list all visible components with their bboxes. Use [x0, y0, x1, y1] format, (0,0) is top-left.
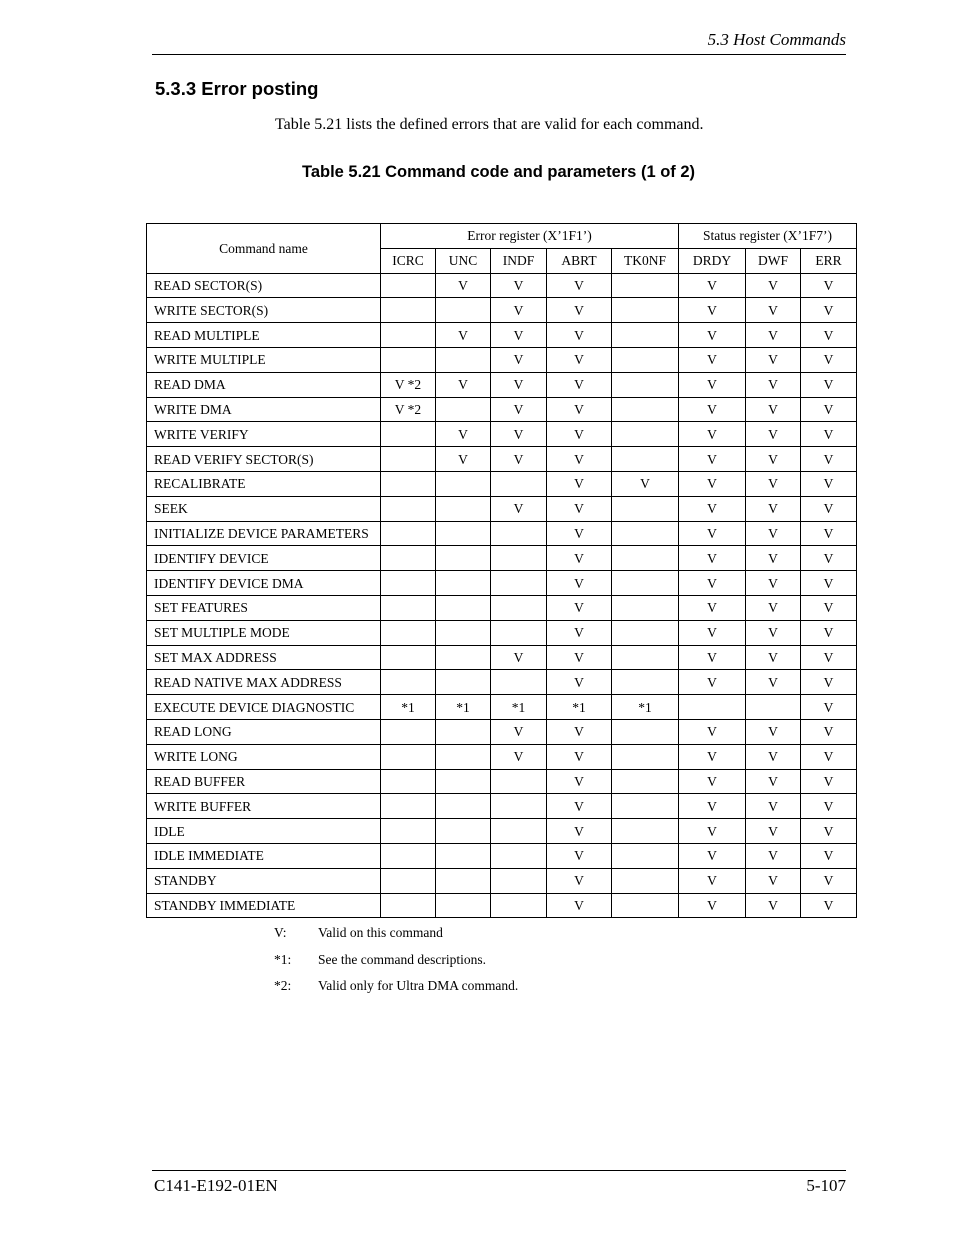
flag-cell: V	[547, 471, 612, 496]
flag-cell	[491, 769, 547, 794]
flag-cell	[381, 273, 436, 298]
flag-cell: V	[491, 496, 547, 521]
flag-cell: V	[547, 843, 612, 868]
flag-cell: V	[679, 744, 746, 769]
flag-cell: V	[436, 422, 491, 447]
flag-cell	[491, 670, 547, 695]
command-name-cell: WRITE LONG	[147, 744, 381, 769]
flag-cell: V	[746, 372, 801, 397]
flag-cell: V	[801, 422, 857, 447]
flag-cell	[436, 546, 491, 571]
flag-cell	[436, 645, 491, 670]
flag-cell: V	[801, 496, 857, 521]
flag-cell	[436, 893, 491, 918]
flag-cell: V	[547, 347, 612, 372]
flag-cell: V	[801, 447, 857, 472]
flag-cell	[381, 868, 436, 893]
flag-cell: V	[801, 744, 857, 769]
command-name-cell: WRITE SECTOR(S)	[147, 298, 381, 323]
flag-cell: V	[801, 645, 857, 670]
page-footer	[152, 1170, 846, 1195]
flag-cell	[436, 794, 491, 819]
command-name-cell: INITIALIZE DEVICE PARAMETERS	[147, 521, 381, 546]
flag-cell: V	[801, 769, 857, 794]
flag-cell: V	[547, 447, 612, 472]
column-header-abrt: ABRT	[547, 248, 612, 273]
command-name-cell: READ MULTIPLE	[147, 323, 381, 348]
flag-cell	[381, 571, 436, 596]
flag-cell	[381, 422, 436, 447]
page-number: 5-107	[806, 1176, 846, 1195]
flag-cell: V *2	[381, 397, 436, 422]
flag-cell	[612, 496, 679, 521]
flag-cell: V	[547, 397, 612, 422]
flag-cell	[612, 620, 679, 645]
flag-cell: V	[801, 471, 857, 496]
table-row	[147, 794, 857, 819]
flag-cell: V	[801, 794, 857, 819]
flag-cell: V	[801, 372, 857, 397]
command-name-cell: IDENTIFY DEVICE DMA	[147, 571, 381, 596]
flag-cell	[491, 893, 547, 918]
flag-cell: V	[436, 323, 491, 348]
flag-cell: V	[679, 447, 746, 472]
table-row	[147, 670, 857, 695]
flag-cell: *1	[436, 695, 491, 720]
flag-cell: V	[801, 323, 857, 348]
flag-cell: *1	[547, 695, 612, 720]
flag-cell	[381, 496, 436, 521]
flag-cell: V	[746, 298, 801, 323]
flag-cell	[491, 546, 547, 571]
table-caption: Table 5.21 Command code and parameters (1 of 2)	[301, 163, 696, 181]
flag-cell: V	[801, 571, 857, 596]
flag-cell: V	[746, 719, 801, 744]
table-row	[147, 323, 857, 348]
flag-cell	[381, 323, 436, 348]
flag-cell	[612, 347, 679, 372]
flag-cell: V	[679, 323, 746, 348]
flag-cell: V	[801, 595, 857, 620]
flag-cell	[612, 546, 679, 571]
flag-cell	[381, 819, 436, 844]
flag-cell: V	[746, 546, 801, 571]
flag-cell	[436, 521, 491, 546]
flag-cell	[436, 769, 491, 794]
flag-cell: V	[801, 546, 857, 571]
intro-paragraph: Table 5.21 lists the defined errors that are valid for each command.	[275, 116, 704, 133]
command-name-cell: READ SECTOR(S)	[147, 273, 381, 298]
flag-cell	[612, 447, 679, 472]
flag-cell	[436, 868, 491, 893]
command-name-cell: WRITE DMA	[147, 397, 381, 422]
flag-cell	[381, 769, 436, 794]
flag-cell: V	[491, 347, 547, 372]
flag-cell: V	[679, 571, 746, 596]
flag-cell: V	[547, 868, 612, 893]
flag-cell	[612, 595, 679, 620]
table-row	[147, 769, 857, 794]
flag-cell: V	[801, 347, 857, 372]
table-group-header-row	[147, 224, 857, 249]
flag-cell: V	[746, 347, 801, 372]
flag-cell: V	[746, 645, 801, 670]
flag-cell: V	[547, 620, 612, 645]
flag-cell	[679, 695, 746, 720]
flag-cell: V	[547, 670, 612, 695]
column-header-drdy: DRDY	[679, 248, 746, 273]
table-row	[147, 620, 857, 645]
error-register-header: Error register (X’1F1’)	[381, 224, 679, 249]
flag-cell: V	[679, 794, 746, 819]
flag-cell: V	[679, 645, 746, 670]
flag-cell	[381, 794, 436, 819]
flag-cell	[612, 323, 679, 348]
flag-cell: V	[746, 843, 801, 868]
flag-cell: V	[491, 372, 547, 397]
command-name-cell: SET MULTIPLE MODE	[147, 620, 381, 645]
flag-cell: V	[746, 447, 801, 472]
flag-cell: V	[801, 695, 857, 720]
table-row	[147, 819, 857, 844]
note-text: See the command descriptions.	[318, 951, 486, 967]
flag-cell	[612, 571, 679, 596]
flag-cell: V	[612, 471, 679, 496]
flag-cell	[612, 868, 679, 893]
flag-cell: V	[547, 819, 612, 844]
flag-cell: V	[491, 273, 547, 298]
flag-cell: V	[547, 645, 612, 670]
flag-cell	[491, 868, 547, 893]
table-row	[147, 471, 857, 496]
flag-cell	[436, 620, 491, 645]
flag-cell	[436, 471, 491, 496]
section-heading: 5.3.3 Error posting	[155, 78, 319, 99]
note-symbol: *1:	[274, 951, 292, 967]
flag-cell	[612, 670, 679, 695]
flag-cell: *1	[491, 695, 547, 720]
running-head-text: 5.3 Host Commands	[707, 30, 846, 49]
flag-cell	[381, 595, 436, 620]
flag-cell: V	[547, 744, 612, 769]
flag-cell: V	[679, 843, 746, 868]
flag-cell	[491, 819, 547, 844]
column-header-tk0nf: TK0NF	[612, 248, 679, 273]
command-name-cell: SET FEATURES	[147, 595, 381, 620]
flag-cell: V	[679, 819, 746, 844]
command-name-cell: READ NATIVE MAX ADDRESS	[147, 670, 381, 695]
flag-cell	[491, 595, 547, 620]
flag-cell	[491, 521, 547, 546]
flag-cell: V	[491, 719, 547, 744]
flag-cell	[381, 620, 436, 645]
flag-cell: V	[491, 397, 547, 422]
flag-cell: V	[679, 769, 746, 794]
command-name-cell: READ DMA	[147, 372, 381, 397]
flag-cell: V	[801, 521, 857, 546]
command-name-header: Command name	[147, 224, 381, 274]
flag-cell: V	[746, 496, 801, 521]
flag-cell	[491, 620, 547, 645]
table-row	[147, 447, 857, 472]
flag-cell: V	[679, 546, 746, 571]
flag-cell	[436, 397, 491, 422]
flag-cell: V *2	[381, 372, 436, 397]
flag-cell	[381, 843, 436, 868]
flag-cell	[612, 893, 679, 918]
flag-cell: V	[746, 323, 801, 348]
flag-cell: V	[547, 571, 612, 596]
flag-cell	[381, 447, 436, 472]
flag-cell: V	[801, 397, 857, 422]
flag-cell	[436, 496, 491, 521]
table-row	[147, 347, 857, 372]
flag-cell: V	[679, 893, 746, 918]
flag-cell: V	[801, 298, 857, 323]
command-name-cell: READ LONG	[147, 719, 381, 744]
flag-cell: V	[679, 868, 746, 893]
flag-cell: V	[491, 645, 547, 670]
flag-cell: V	[746, 521, 801, 546]
flag-cell: V	[746, 819, 801, 844]
flag-cell	[436, 670, 491, 695]
flag-cell	[612, 843, 679, 868]
command-name-cell: READ VERIFY SECTOR(S)	[147, 447, 381, 472]
flag-cell	[381, 521, 436, 546]
note-symbol: *2:	[274, 978, 292, 993]
flag-cell: V	[746, 397, 801, 422]
flag-cell	[612, 719, 679, 744]
flag-cell: V	[801, 620, 857, 645]
table-row	[147, 719, 857, 744]
flag-cell: V	[801, 670, 857, 695]
table-row	[147, 645, 857, 670]
flag-cell: *1	[381, 695, 436, 720]
flag-cell	[491, 794, 547, 819]
flag-cell: V	[746, 571, 801, 596]
flag-cell	[612, 422, 679, 447]
flag-cell: V	[679, 273, 746, 298]
flag-cell: V	[801, 868, 857, 893]
table-row	[147, 496, 857, 521]
flag-cell: V	[746, 471, 801, 496]
flag-cell	[381, 645, 436, 670]
flag-cell: V	[547, 521, 612, 546]
table-row	[147, 893, 857, 918]
command-name-cell: READ BUFFER	[147, 769, 381, 794]
command-name-cell: RECALIBRATE	[147, 471, 381, 496]
table-row	[147, 595, 857, 620]
flag-cell: V	[436, 372, 491, 397]
note-symbol: V:	[274, 925, 287, 940]
table-row	[147, 744, 857, 769]
flag-cell	[381, 744, 436, 769]
command-name-cell: SEEK	[147, 496, 381, 521]
flag-cell: V	[746, 273, 801, 298]
flag-cell: V	[679, 521, 746, 546]
flag-cell: V	[679, 397, 746, 422]
flag-cell	[436, 347, 491, 372]
flag-cell: V	[679, 719, 746, 744]
table-row	[147, 521, 857, 546]
flag-cell: V	[547, 893, 612, 918]
flag-cell: V	[679, 422, 746, 447]
flag-cell: V	[547, 372, 612, 397]
flag-cell: V	[746, 620, 801, 645]
flag-cell	[436, 298, 491, 323]
flag-cell: V	[547, 273, 612, 298]
flag-cell: V	[436, 273, 491, 298]
running-head	[152, 30, 846, 55]
command-name-cell: WRITE BUFFER	[147, 794, 381, 819]
table-row	[147, 273, 857, 298]
flag-cell: V	[801, 819, 857, 844]
command-name-cell: WRITE VERIFY	[147, 422, 381, 447]
flag-cell: V	[679, 496, 746, 521]
flag-cell	[436, 843, 491, 868]
flag-cell: V	[746, 769, 801, 794]
flag-cell	[612, 744, 679, 769]
flag-cell	[381, 546, 436, 571]
flag-cell	[436, 744, 491, 769]
flag-cell: V	[679, 471, 746, 496]
flag-cell: V	[679, 298, 746, 323]
column-header-err: ERR	[801, 248, 857, 273]
flag-cell: V	[801, 893, 857, 918]
flag-cell: V	[491, 422, 547, 447]
table-row	[147, 571, 857, 596]
flag-cell	[612, 521, 679, 546]
flag-cell: V	[801, 719, 857, 744]
flag-cell: V	[547, 422, 612, 447]
command-name-cell: STANDBY	[147, 868, 381, 893]
table-row	[147, 843, 857, 868]
flag-cell	[612, 298, 679, 323]
column-header-icrc: ICRC	[381, 248, 436, 273]
flag-cell: V	[746, 744, 801, 769]
flag-cell	[746, 695, 801, 720]
flag-cell: V	[547, 298, 612, 323]
flag-cell: V	[746, 670, 801, 695]
flag-cell: V	[547, 323, 612, 348]
flag-cell: V	[547, 595, 612, 620]
flag-cell: V	[679, 670, 746, 695]
flag-cell: V	[491, 298, 547, 323]
flag-cell: V	[547, 794, 612, 819]
command-name-cell: STANDBY IMMEDIATE	[147, 893, 381, 918]
table-row	[147, 397, 857, 422]
flag-cell	[612, 397, 679, 422]
flag-cell	[612, 769, 679, 794]
flag-cell: V	[491, 323, 547, 348]
flag-cell	[491, 471, 547, 496]
flag-cell: V	[547, 769, 612, 794]
flag-cell	[436, 595, 491, 620]
flag-cell: V	[746, 422, 801, 447]
flag-cell: V	[801, 843, 857, 868]
table-body	[147, 273, 857, 918]
flag-cell	[381, 893, 436, 918]
flag-cell: V	[679, 620, 746, 645]
flag-cell: V	[746, 893, 801, 918]
flag-cell: *1	[612, 695, 679, 720]
flag-cell: V	[547, 496, 612, 521]
table-row	[147, 372, 857, 397]
flag-cell	[612, 273, 679, 298]
flag-cell	[612, 794, 679, 819]
flag-cell: V	[491, 447, 547, 472]
flag-cell: V	[547, 546, 612, 571]
table-row	[147, 422, 857, 447]
command-name-cell: EXECUTE DEVICE DIAGNOSTIC	[147, 695, 381, 720]
flag-cell: V	[679, 347, 746, 372]
flag-cell	[381, 719, 436, 744]
flag-cell: V	[679, 595, 746, 620]
error-posting-table	[146, 223, 857, 918]
flag-cell: V	[491, 744, 547, 769]
flag-cell	[612, 372, 679, 397]
table-row	[147, 546, 857, 571]
command-name-cell: IDLE	[147, 819, 381, 844]
flag-cell: V	[436, 447, 491, 472]
flag-cell	[612, 645, 679, 670]
flag-cell	[436, 571, 491, 596]
table-row	[147, 695, 857, 720]
command-name-cell: IDLE IMMEDIATE	[147, 843, 381, 868]
flag-cell	[381, 298, 436, 323]
flag-cell	[436, 819, 491, 844]
flag-cell: V	[746, 868, 801, 893]
command-name-cell: WRITE MULTIPLE	[147, 347, 381, 372]
table-row	[147, 868, 857, 893]
document-id: C141-E192-01EN	[154, 1176, 278, 1195]
table-row	[147, 298, 857, 323]
flag-cell	[491, 843, 547, 868]
flag-cell	[436, 719, 491, 744]
flag-cell: V	[547, 719, 612, 744]
command-name-cell: SET MAX ADDRESS	[147, 645, 381, 670]
flag-cell: V	[746, 595, 801, 620]
note-text: Valid only for Ultra DMA command.	[318, 978, 519, 993]
flag-cell: V	[746, 794, 801, 819]
column-header-unc: UNC	[436, 248, 491, 273]
flag-cell	[381, 670, 436, 695]
note-text: Valid on this command	[318, 925, 443, 940]
flag-cell	[381, 471, 436, 496]
status-register-header: Status register (X’1F7’)	[679, 224, 857, 249]
flag-cell: V	[801, 273, 857, 298]
column-header-dwf: DWF	[746, 248, 801, 273]
command-name-cell: IDENTIFY DEVICE	[147, 546, 381, 571]
flag-cell	[381, 347, 436, 372]
flag-cell: V	[679, 372, 746, 397]
flag-cell	[491, 571, 547, 596]
column-header-indf: INDF	[491, 248, 547, 273]
flag-cell	[612, 819, 679, 844]
